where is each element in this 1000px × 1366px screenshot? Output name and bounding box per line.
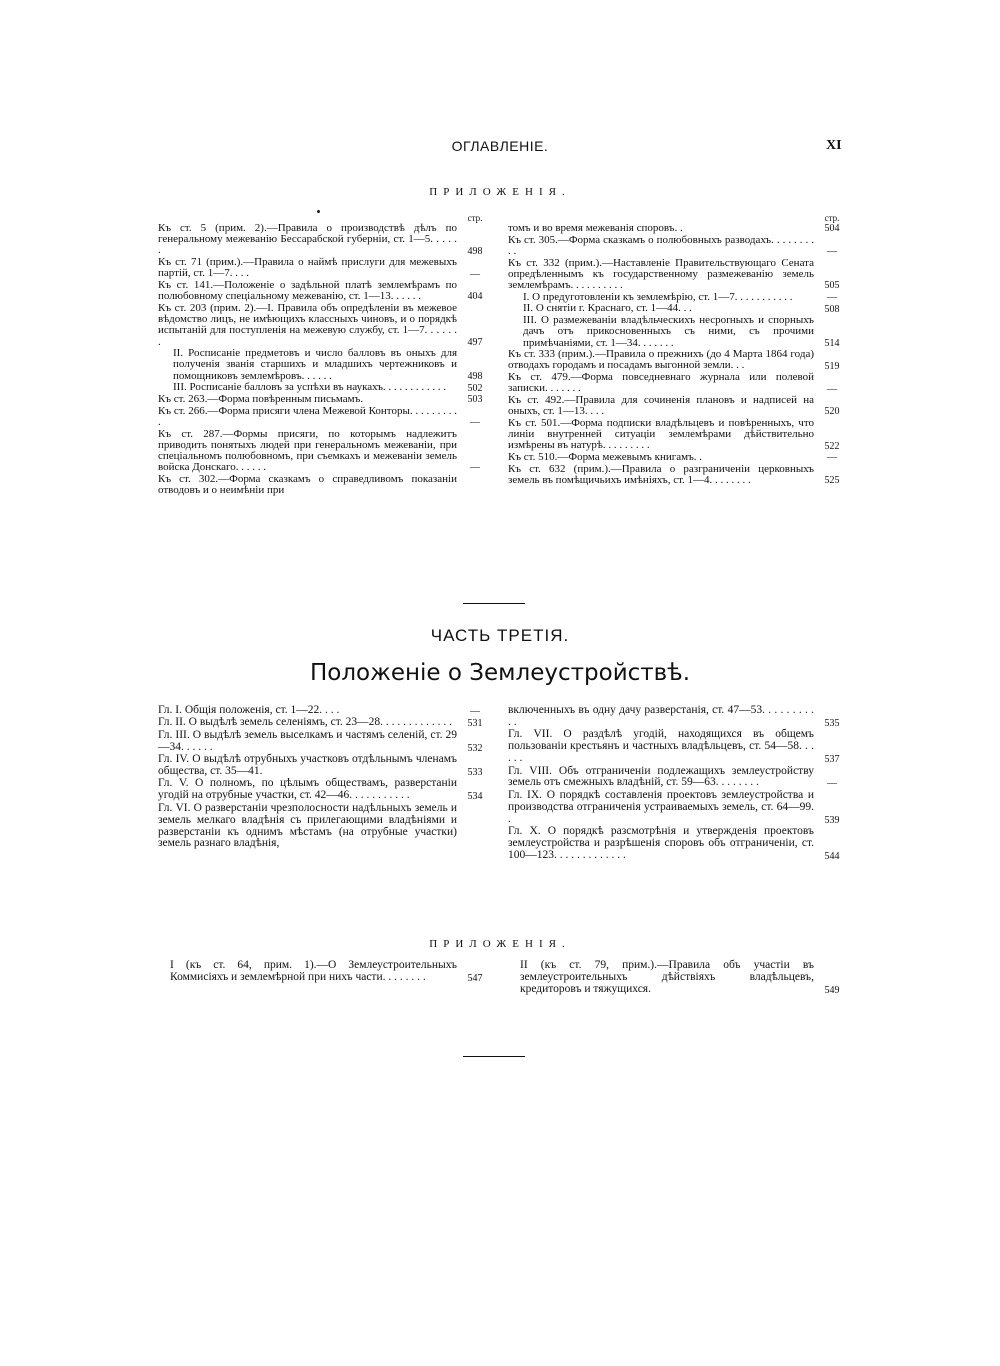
toc-entry-page: — xyxy=(827,246,837,258)
toc-entry xyxy=(508,826,846,862)
toc-entry xyxy=(158,406,489,428)
toc-entry xyxy=(508,729,846,765)
toc-entry-page: — xyxy=(827,778,837,790)
appendix2-right-column xyxy=(520,960,846,996)
toc-entry xyxy=(158,257,489,279)
toc-entry-text: Къ ст. 501.—Форма подписки владѣльцевъ и повѣренныхъ, что линіи внутренней ситуаціи землемѣрами дѣйствительно измѣрены въ натурѣ. . . . . . . . . xyxy=(508,416,814,452)
toc-entry xyxy=(520,960,846,996)
toc-entry-page: 535 xyxy=(824,717,840,729)
running-title: ОГЛАВЛЕНІЕ. xyxy=(451,138,549,154)
toc-entry-text: II. О снятіи г. Краснаго, ст. 1—44. . . xyxy=(523,302,692,315)
toc-entry-page: 533 xyxy=(467,766,483,778)
toc-entry xyxy=(508,766,846,790)
toc-entry-text: Къ ст. 305.—Форма сказкамъ о полюбовныхъ разводахъ. . . . . . . . . . xyxy=(508,233,814,257)
toc-entry xyxy=(508,303,846,314)
toc-entry-text: Къ ст. 632 (прим.).—Правила о разграниченіи церковныхъ земель въ помѣщичьихъ имѣніяхъ, ст. 1—4. . . . . . . . xyxy=(508,462,814,486)
toc-entry-page: 505 xyxy=(824,280,840,292)
toc-entry-text: Къ ст. 479.—Форма повседневнаго журнала или полевой записки. . . . . . . xyxy=(508,371,814,395)
toc-entry-page: 522 xyxy=(824,440,840,452)
toc-entry xyxy=(508,705,846,729)
toc-entry-text: II. Росписаніе предметовъ и число балловъ въ оныхъ для полученія званія старшихъ и младшихъ чертежниковъ и помощниковъ землемѣровъ. . . . . . xyxy=(173,347,457,382)
toc-entry xyxy=(158,717,489,729)
toc-entry-text: Къ ст. 333 (прим.).—Правила о прежнихъ (до 4 Марта 1864 года) отводахъ городамъ и посадамъ выгонной земли. . . xyxy=(508,348,814,372)
toc-entry-text: Къ ст. 302.—Форма сказкамъ о справедливомъ показаніи отводовъ и о неимѣніи при xyxy=(158,472,457,497)
toc-entry xyxy=(158,280,489,302)
toc-entry xyxy=(508,464,846,486)
toc-entry-text: Къ ст. 266.—Форма присяги члена Межевой Конторы. . . . . . . . . . xyxy=(158,404,457,428)
toc-entry xyxy=(158,382,489,393)
toc-entry-text: Гл. X. О порядкѣ разсмотрѣнія и утвержденія проектовъ землеустройства и разрѣшенія споровъ объ отграниченіи, ст. 100—123. . . . . . . . . . . . . xyxy=(508,825,814,861)
toc-entry-page: 503 xyxy=(467,394,483,406)
toc-entry xyxy=(508,349,846,371)
toc-entry xyxy=(508,292,846,303)
appendix-left-column xyxy=(158,213,489,497)
appendix-heading-2: ПРИЛОЖЕНІЯ. xyxy=(429,938,571,950)
toc-entry-text: Гл. V. О полномъ, по цѣлымъ обществамъ, разверстаніи угодій на отрубные участки, ст. 42—46. . . . . . . . . . . xyxy=(158,777,457,802)
toc-entry-page: 514 xyxy=(824,337,840,349)
toc-entry-page: — xyxy=(827,452,837,464)
toc-entry-page: 525 xyxy=(824,475,840,487)
toc-entry-page: 534 xyxy=(467,791,483,803)
toc-entry xyxy=(158,303,489,348)
toc-entry-text: III. О размежеваніи владѣльческихъ несporныхъ и спорныхъ дачъ отъ прикосновенныхъ съ ними, съ прочими примѣчаніями, ст. 1—34. . . . . . . xyxy=(523,314,814,349)
column-pages-label: стр. xyxy=(467,213,483,223)
toc-entry xyxy=(158,778,489,802)
toc-entry xyxy=(508,452,846,463)
toc-entry-text: Къ ст. 203 (прим. 2).—I. Правила объ опредѣленіи въ межевое вѣдомство лицъ, не имѣющихъ классныхъ чиновъ, и о порядкѣ испытаній для поступленія на межевую службу, ст. 1—7. . . . . . . xyxy=(158,301,457,348)
toc-entry xyxy=(508,790,846,826)
toc-entry-page: 520 xyxy=(824,406,840,418)
toc-entry-page: 502 xyxy=(467,382,483,394)
appendix-heading: ПРИЛОЖЕНІЯ. xyxy=(429,186,571,198)
toc-entry-text: Къ ст. 510.—Форма межевымъ книгамъ. . xyxy=(508,451,703,464)
toc-entry-text: Гл. I. Общія положенія, ст. 1—22. . . . xyxy=(158,704,340,716)
toc-entry xyxy=(158,705,489,717)
toc-entry xyxy=(158,474,489,496)
toc-entry xyxy=(170,960,489,984)
toc-entry-text: Къ ст. 492.—Правила для сочиненія плановъ и надписей на оныхъ, ст. 1—13. . . . xyxy=(508,394,814,418)
toc-entry-page: — xyxy=(470,705,480,717)
toc-entry-text: Къ ст. 287.—Формы присяги, по которымъ надлежитъ приводить понятыхъ людей при генеральномъ межеваніи, при спеціальномъ полюбовномъ, при съемкахъ и межеваніи земель войска Донскаго. . . . . . xyxy=(158,427,457,474)
toc-entry-text: I (къ ст. 64, прим. 1).—О Землеустроительныхъ Коммисіяхъ и землемѣрной при нихъ части. . . . . . . . xyxy=(170,959,457,983)
bottom-divider xyxy=(463,1056,525,1057)
toc-entry-page: 519 xyxy=(824,360,840,372)
toc-entry-page: 539 xyxy=(824,814,840,826)
toc-entry-text: Къ ст. 5 (прим. 2).—Правила о производствѣ дѣлъ по генеральному межеванію Бессарабской губерніи, ст. 1—5. . . . . . xyxy=(158,222,457,257)
toc-entry-page: 504 xyxy=(824,223,840,235)
toc-entry xyxy=(158,348,489,382)
part-title: ЧАСТЬ ТРЕТІЯ. xyxy=(430,626,570,645)
toc-entry xyxy=(508,418,846,452)
appendix-right-column xyxy=(508,213,846,487)
toc-entry-page: — xyxy=(827,291,837,303)
toc-entry xyxy=(508,235,846,257)
toc-entry-text: включенныхъ въ одну дачу разверстанія, ст. 47—53. . . . . . . . . . . xyxy=(508,704,814,728)
part-left-column xyxy=(158,705,489,851)
toc-entry-page: 532 xyxy=(467,742,483,754)
toc-entry-page: — xyxy=(470,462,480,474)
toc-entry xyxy=(508,372,846,394)
toc-entry-text: Къ ст. 332 (прим.).—Наставленіе Правительствующаго Сената опредѣленнымъ къ государственному размежеванію земель землемѣрамъ. . . . . . . . . . xyxy=(508,256,814,292)
toc-entry xyxy=(508,223,846,234)
toc-entry-text: Гл. VI. О разверстаніи чрезполосности надѣльныхъ земель и земель мелкаго владѣнія съ прилегающими владѣніями и разверстаніи къ однимъ мѣстамъ (на отрубные участки) земель разнаго владѣнія, xyxy=(158,801,457,850)
toc-entry xyxy=(508,395,846,417)
toc-entry-text: Къ ст. 141.—Положеніе о задѣльной платѣ землемѣрамъ по полюбовному спеціальному межеванію, ст. 1—13. . . . . . xyxy=(158,279,457,303)
toc-entry-page: — xyxy=(470,417,480,429)
toc-entry-page: 508 xyxy=(824,303,840,315)
toc-entry-page: 547 xyxy=(467,972,483,984)
toc-entry-page: 549 xyxy=(824,984,840,996)
toc-entry-page: 544 xyxy=(824,850,840,862)
toc-entry-text: III. Росписаніе балловъ за успѣхи въ наукахъ. . . . . . . . . . . . xyxy=(173,381,447,394)
toc-entry xyxy=(508,258,846,292)
column-pages-label: стр. xyxy=(824,213,840,223)
page-number: XI xyxy=(826,138,842,153)
toc-entry-text: Гл. VIII. Объ отграниченіи подлежащихъ землеустройству земель отъ смежныхъ владѣній, ст. 59—63. . . . . . . . xyxy=(508,764,814,789)
toc-entry xyxy=(158,803,489,851)
toc-entry xyxy=(158,394,489,405)
toc-entry-text: томъ и во время межеванія споровъ. . xyxy=(508,222,683,234)
toc-entry-text: Къ ст. 263.—Форма повѣренным письмамъ. xyxy=(158,393,364,406)
main-title: Положеніе о Землеустройствѣ. xyxy=(309,660,691,686)
toc-entry-text: Гл. II. О выдѣлѣ земель селеніямъ, ст. 23—28. . . . . . . . . . . . . xyxy=(158,716,453,729)
toc-entry xyxy=(158,730,489,754)
toc-entry-text: Гл. VII. О раздѣлѣ угодій, находящихся въ общемъ пользованіи крестьянъ и частныхъ владѣльцевъ, ст. 54—58. . . . . . xyxy=(508,728,814,765)
section-divider xyxy=(463,603,525,604)
toc-entry-page: — xyxy=(827,383,837,395)
toc-entry-text: Гл. IX. О порядкѣ составленія проектовъ землеустройства и производства отграниченія устраиваемыхъ земель, ст. 64—99. . xyxy=(508,788,814,825)
toc-entry-page: 404 xyxy=(467,291,483,303)
toc-entry xyxy=(158,754,489,778)
toc-entry-page: 537 xyxy=(824,754,840,766)
toc-entry xyxy=(508,315,846,349)
toc-entry-page: 498 xyxy=(467,370,483,382)
toc-entry-text: Гл. IV. О выдѣлѣ отрубныхъ участковъ отдѣльнымъ членамъ общества, ст. 35—41. xyxy=(158,753,457,778)
toc-entry xyxy=(158,223,489,257)
toc-entry-text: Гл. III. О выдѣлѣ земель выселкамъ и частямъ селеній, ст. 29—34. . . . . . xyxy=(158,728,457,753)
toc-entry-text: I. О предуготовленіи къ землемѣрію, ст. 1—7. . . . . . . . . . . xyxy=(523,290,793,303)
part-right-column xyxy=(508,705,846,862)
toc-entry-text: Къ ст. 71 (прим.).—Правила о наймѣ прислуги для межевыхъ партій, ст. 1—7. . . . xyxy=(158,256,457,280)
toc-entry-page: 498 xyxy=(467,245,483,257)
appendix2-left-column xyxy=(170,960,489,984)
toc-entry-page: — xyxy=(470,268,480,280)
toc-entry-page: 497 xyxy=(467,336,483,348)
toc-entry-page: 531 xyxy=(467,718,483,730)
toc-entry-text: II (къ ст. 79, прим.).—Правила объ участіи въ землеустроительныхъ дѣйствіяхъ владѣльцевъ, кредиторовъ и тяжущихся. xyxy=(520,959,814,995)
toc-entry xyxy=(158,429,489,474)
